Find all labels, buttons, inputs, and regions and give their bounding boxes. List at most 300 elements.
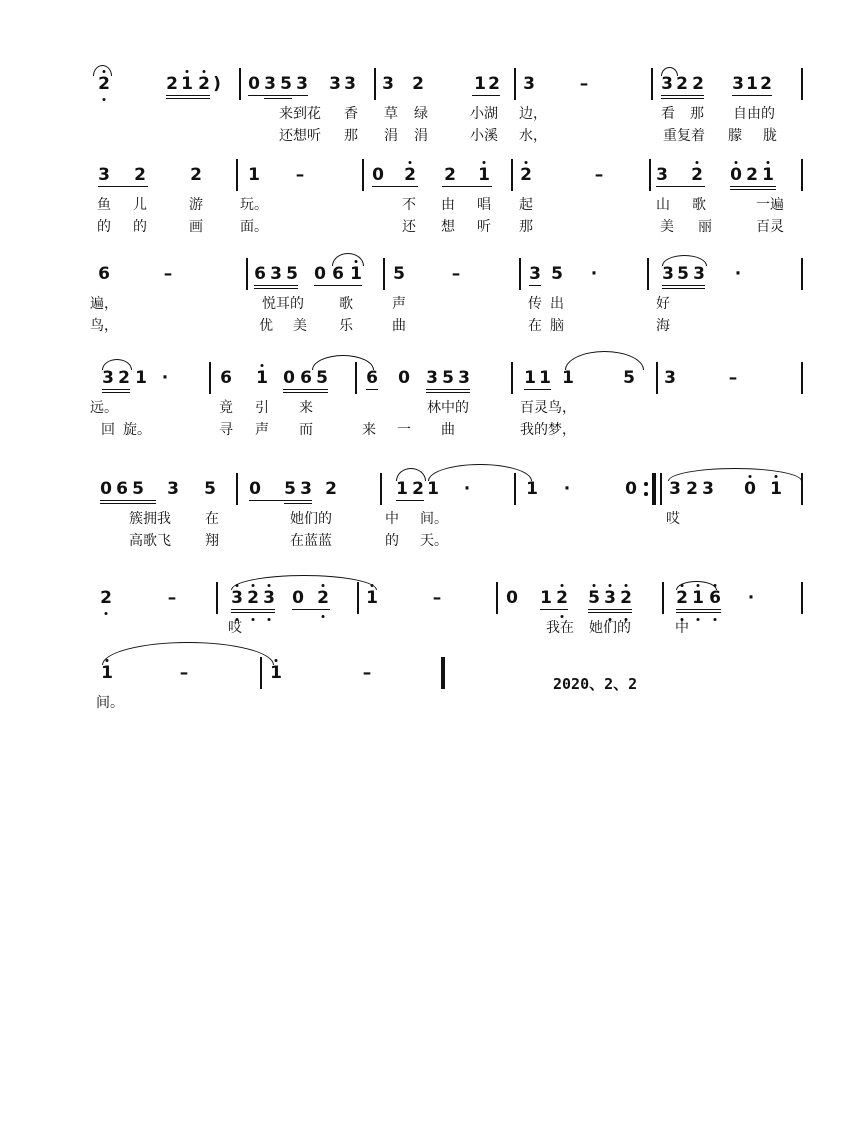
note: 3: [662, 264, 674, 284]
dash: –: [295, 165, 305, 185]
duration-line: [730, 189, 776, 190]
slur: [102, 642, 274, 665]
bar-line: [514, 68, 516, 100]
bar-line: [239, 68, 241, 100]
octave-dot-high: [186, 70, 189, 73]
duration-line: [283, 392, 328, 393]
bar-line: [801, 258, 803, 290]
octave-dot-low: [252, 618, 255, 621]
bar-line: [801, 362, 803, 394]
note: 1: [762, 165, 774, 185]
note: 3: [664, 368, 676, 388]
bar-line: [441, 657, 445, 689]
octave-dot-high: [275, 659, 278, 662]
lyric-verse-1: 绿: [414, 106, 428, 122]
note: 1: [692, 588, 704, 608]
lyric-verse-2: 画: [189, 219, 203, 235]
note: 2: [746, 165, 758, 185]
note: 2: [488, 74, 500, 94]
note: 5: [286, 264, 298, 284]
note: 3: [296, 74, 308, 94]
slur: [662, 255, 707, 266]
augmentation-dot: ·: [590, 264, 598, 284]
lyric-verse-2: 声: [255, 422, 269, 438]
duration-line: [426, 392, 470, 393]
bar-line: [216, 582, 218, 614]
lyric-verse-1: 她们的: [589, 620, 631, 636]
lyric-verse-1: 间。: [96, 695, 124, 711]
octave-dot-high: [483, 161, 486, 164]
duration-line: [102, 389, 130, 390]
duration-line: [254, 288, 298, 289]
dash: –: [362, 663, 372, 683]
duration-line: [314, 285, 362, 286]
note: 3: [426, 368, 438, 388]
bar-line: [496, 582, 498, 614]
lyric-verse-2: 海: [656, 318, 670, 334]
note: 0: [625, 479, 637, 499]
lyric-verse-1: 歌: [339, 296, 353, 312]
lyric-verse-2: 我的梦，: [520, 422, 576, 438]
note: 2: [325, 479, 337, 499]
bar-line: [236, 473, 238, 505]
lyric-verse-1: 不: [402, 197, 416, 213]
note: 2: [556, 588, 568, 608]
duration-line: [292, 609, 330, 610]
duration-line: [372, 186, 418, 187]
note: 1: [135, 368, 147, 388]
slur: [565, 351, 644, 370]
lyric-verse-1: 声: [392, 296, 406, 312]
lyric-verse-2: 旋。: [123, 422, 151, 438]
note: 3: [523, 74, 535, 94]
duration-line: [442, 186, 492, 187]
slur: [93, 65, 112, 76]
bar-line: [649, 159, 651, 191]
note: 1: [350, 264, 362, 284]
augmentation-dot: ·: [747, 588, 755, 608]
note: 3: [656, 165, 668, 185]
lyric-verse-1: 起: [519, 197, 533, 213]
lyric-verse-2: 胧: [763, 128, 777, 144]
note: 2: [412, 74, 424, 94]
note: 2: [190, 165, 202, 185]
octave-dot-low: [322, 615, 325, 618]
lyric-verse-1: 好: [656, 296, 670, 312]
lyric-verse-1: 远。: [90, 400, 118, 416]
lyric-verse-1: 玩。: [240, 197, 268, 213]
dash: –: [167, 588, 177, 608]
lyric-verse-2: 回: [101, 422, 115, 438]
note: 1: [539, 368, 551, 388]
lyric-verse-2: 想: [441, 219, 455, 235]
note: 1: [248, 165, 260, 185]
bar-line: [511, 362, 513, 394]
note: 0: [283, 368, 295, 388]
note: 2: [247, 588, 259, 608]
paren: ): [213, 74, 221, 94]
note: 1: [562, 368, 574, 388]
lyric-verse-2: 鸟，: [90, 318, 118, 334]
lyric-verse-1: 出: [550, 296, 564, 312]
duration-line: [231, 612, 275, 613]
repeat-bar-thin: [660, 473, 662, 505]
note: 0: [730, 165, 742, 185]
duration-line: [284, 503, 312, 504]
note: 2: [444, 165, 456, 185]
note: 1: [270, 663, 282, 683]
note: 6: [366, 368, 378, 388]
lyric-verse-1: 传: [528, 296, 542, 312]
octave-dot-high: [767, 161, 770, 164]
duration-line: [472, 95, 500, 96]
lyric-verse-1: 竟: [219, 400, 233, 416]
octave-dot-high: [261, 364, 264, 367]
lyric-verse-1: 歌: [692, 197, 706, 213]
duration-line: [100, 503, 156, 504]
lyric-verse-1: 唱: [477, 197, 491, 213]
lyric-verse-2: 那: [344, 128, 358, 144]
octave-dot-low: [268, 618, 271, 621]
bar-line: [511, 159, 513, 191]
octave-dot-high: [696, 161, 699, 164]
lyric-verse-2: 在: [528, 318, 542, 334]
slur: [676, 581, 717, 590]
note: 2: [692, 74, 704, 94]
note: 3: [98, 165, 110, 185]
lyric-verse-1: 林中的: [427, 400, 469, 416]
duration-line: [529, 285, 541, 286]
repeat-bar-thick: [652, 473, 656, 505]
note: 3: [669, 479, 681, 499]
lyric-verse-2: 涓: [414, 128, 428, 144]
octave-dot-high: [561, 584, 564, 587]
lyric-verse-2: 美: [293, 318, 307, 334]
lyric-verse-2: 脑: [550, 318, 564, 334]
duration-line: [524, 389, 551, 390]
note: 6: [98, 264, 110, 284]
augmentation-dot: ·: [563, 479, 571, 499]
dash: –: [728, 368, 738, 388]
note: 2: [100, 588, 112, 608]
note: 2: [98, 74, 110, 94]
lyric-verse-2: 一: [397, 422, 411, 438]
bar-line: [801, 582, 803, 614]
slur: [428, 464, 532, 481]
bar-line: [519, 258, 521, 290]
note: 6: [332, 264, 344, 284]
note: 5: [623, 368, 635, 388]
octave-dot-high: [409, 161, 412, 164]
lyric-verse-1: 她们的: [290, 511, 332, 527]
lyric-verse-1: 哎: [228, 620, 242, 636]
note: 1: [524, 368, 536, 388]
duration-line: [366, 389, 378, 390]
octave-dot-high: [625, 584, 628, 587]
note: 2: [620, 588, 632, 608]
duration-line: [231, 609, 275, 610]
note: 2: [760, 74, 772, 94]
bar-line: [236, 159, 238, 191]
duration-line: [588, 612, 632, 613]
bar-line: [383, 258, 385, 290]
note: 1: [427, 479, 439, 499]
note: 1: [474, 74, 486, 94]
note: 2: [691, 165, 703, 185]
note: 1: [181, 74, 193, 94]
lyric-verse-2: 百灵: [756, 219, 784, 235]
duration-line: [100, 500, 156, 501]
duration-line: [662, 288, 705, 289]
note: 6: [220, 368, 232, 388]
note: 5: [204, 479, 216, 499]
bar-line: [801, 473, 803, 505]
note: 0: [248, 74, 260, 94]
lyric-verse-1: 草: [384, 106, 398, 122]
note: 0: [249, 479, 261, 499]
note: 1: [526, 479, 538, 499]
slur: [661, 67, 678, 76]
note: 0: [100, 479, 112, 499]
note: 1: [396, 479, 408, 499]
note: 3: [529, 264, 541, 284]
slur: [231, 575, 377, 590]
duration-line: [426, 389, 470, 390]
lyric-verse-1: 儿: [133, 197, 147, 213]
duration-line: [102, 392, 130, 393]
duration-line: [98, 186, 148, 187]
lyric-verse-1: 来到花: [279, 106, 321, 122]
dash: –: [579, 74, 589, 94]
note: 5: [677, 264, 689, 284]
note: 5: [442, 368, 454, 388]
octave-dot-low: [714, 618, 717, 621]
duration-line: [656, 186, 705, 187]
lyric-verse-1: 簇拥我: [129, 511, 171, 527]
note: 3: [693, 264, 705, 284]
bar-line: [656, 362, 658, 394]
octave-dot-low: [103, 98, 106, 101]
note: 6: [254, 264, 266, 284]
lyric-verse-2: 高歌飞: [129, 533, 171, 549]
note: 2: [520, 165, 532, 185]
note: 3: [344, 74, 356, 94]
bar-line: [362, 159, 364, 191]
bar-line: [209, 362, 211, 394]
lyric-verse-1: 在: [205, 511, 219, 527]
duration-line: [264, 98, 292, 99]
lyric-verse-2: 寻: [219, 422, 233, 438]
slur: [668, 468, 802, 481]
lyric-verse-1: 香: [344, 106, 358, 122]
note: 5: [280, 74, 292, 94]
note: 3: [702, 479, 714, 499]
duration-line: [254, 285, 298, 286]
note: 2: [686, 479, 698, 499]
lyric-verse-1: 来: [299, 400, 313, 416]
composition-date: 2020、2、2: [553, 675, 638, 693]
lyric-verse-1: 小湖: [470, 106, 498, 122]
note: 2: [317, 588, 329, 608]
note: 2: [412, 479, 424, 499]
lyric-verse-1: 看: [661, 106, 675, 122]
bar-line: [662, 582, 664, 614]
note: 5: [588, 588, 600, 608]
dash: –: [163, 264, 173, 284]
lyric-verse-2: 面。: [240, 219, 268, 235]
lyric-verse-1: 百灵鸟，: [520, 400, 576, 416]
lyric-verse-2: 美: [660, 219, 674, 235]
bar-line: [246, 258, 248, 290]
note: 3: [382, 74, 394, 94]
lyric-verse-2: 重复着: [663, 128, 705, 144]
note: 6: [116, 479, 128, 499]
lyric-verse-1: 遍，: [90, 296, 118, 312]
octave-dot-low: [105, 612, 108, 615]
note: 3: [270, 264, 282, 284]
lyric-verse-2: 还: [402, 219, 416, 235]
lyric-verse-1: 自由的: [733, 106, 775, 122]
lyric-verse-2: 朦: [728, 128, 742, 144]
octave-dot-high: [525, 161, 528, 164]
octave-dot-low: [697, 618, 700, 621]
lyric-verse-2: 曲: [441, 422, 455, 438]
octave-dot-high: [609, 584, 612, 587]
lyric-verse-1: 哎: [666, 511, 680, 527]
bar-line: [651, 68, 653, 100]
note: 5: [284, 479, 296, 499]
duration-line: [588, 609, 632, 610]
slur: [102, 359, 132, 370]
lyric-verse-2: 水，: [519, 128, 547, 144]
note: 1: [478, 165, 490, 185]
slur: [396, 468, 426, 481]
note: 0: [314, 264, 326, 284]
note: 3: [102, 368, 114, 388]
dash: –: [432, 588, 442, 608]
note: 2: [118, 368, 130, 388]
note: 3: [604, 588, 616, 608]
note: 1: [366, 588, 378, 608]
octave-dot-low: [561, 615, 564, 618]
lyric-verse-2: 翔: [205, 533, 219, 549]
note: 3: [263, 588, 275, 608]
lyric-verse-2: 涓: [384, 128, 398, 144]
augmentation-dot: ·: [161, 368, 169, 388]
note: 3: [661, 74, 673, 94]
duration-line: [166, 95, 210, 96]
lyric-verse-1: 悦耳的: [262, 296, 304, 312]
duration-line: [396, 500, 424, 501]
note: 2: [676, 74, 688, 94]
lyric-verse-1: 由: [441, 197, 455, 213]
lyric-verse-2: 来: [362, 422, 376, 438]
slur: [312, 355, 374, 370]
duration-line: [661, 98, 704, 99]
note: 2: [404, 165, 416, 185]
lyric-verse-1: 间。: [420, 511, 448, 527]
lyric-verse-1: 中: [675, 620, 689, 636]
lyric-verse-1: 鱼: [97, 197, 111, 213]
duration-line: [730, 186, 776, 187]
note: 0: [292, 588, 304, 608]
octave-dot-high: [593, 584, 596, 587]
note: 5: [393, 264, 405, 284]
note: 5: [132, 479, 144, 499]
note: 1: [256, 368, 268, 388]
lyric-verse-2: 而: [299, 422, 313, 438]
duration-line: [662, 285, 705, 286]
lyric-verse-2: 的: [97, 219, 111, 235]
lyric-verse-1: 那: [690, 106, 704, 122]
note: 1: [101, 663, 113, 683]
note: 0: [506, 588, 518, 608]
lyric-verse-1: 我在: [546, 620, 574, 636]
note: 2: [134, 165, 146, 185]
note: 1: [540, 588, 552, 608]
duration-line: [732, 95, 772, 96]
duration-line: [676, 609, 721, 610]
lyric-verse-1: 边，: [519, 106, 547, 122]
bar-line: [374, 68, 376, 100]
lyric-verse-2: 的: [133, 219, 147, 235]
lyric-verse-2: 曲: [392, 318, 406, 334]
bar-line: [801, 68, 803, 100]
octave-dot-high: [735, 161, 738, 164]
note: 3: [264, 74, 276, 94]
dash: –: [179, 663, 189, 683]
lyric-verse-2: 的: [385, 533, 399, 549]
lyric-verse-1: 中: [385, 511, 399, 527]
note: 2: [198, 74, 210, 94]
repeat-dot: [644, 492, 648, 496]
duration-line: [249, 500, 312, 501]
lyric-verse-2: 天。: [420, 533, 448, 549]
lyric-verse-2: 乐: [339, 318, 353, 334]
note: 0: [744, 479, 756, 499]
dash: –: [594, 165, 604, 185]
note: 5: [316, 368, 328, 388]
note: 2: [166, 74, 178, 94]
duration-line: [283, 389, 328, 390]
duration-line: [540, 609, 568, 610]
lyric-verse-2: 还想听: [279, 128, 321, 144]
bar-line: [647, 258, 649, 290]
note: 3: [300, 479, 312, 499]
note: 6: [300, 368, 312, 388]
lyric-verse-2: 小溪: [470, 128, 498, 144]
note: 3: [167, 479, 179, 499]
duration-line: [248, 95, 308, 96]
lyric-verse-2: 在蓝蓝: [290, 533, 332, 549]
note: 6: [709, 588, 721, 608]
note: 3: [732, 74, 744, 94]
note: 5: [551, 264, 563, 284]
bar-line: [380, 473, 382, 505]
dash: –: [451, 264, 461, 284]
note: 3: [231, 588, 243, 608]
octave-dot-high: [203, 70, 206, 73]
lyric-verse-1: 引: [255, 400, 269, 416]
augmentation-dot: ·: [463, 479, 471, 499]
note: 3: [329, 74, 341, 94]
lyric-verse-2: 那: [519, 219, 533, 235]
duration-line: [166, 98, 210, 99]
note: 1: [746, 74, 758, 94]
duration-line: [661, 95, 704, 96]
note: 2: [676, 588, 688, 608]
note: 0: [372, 165, 384, 185]
